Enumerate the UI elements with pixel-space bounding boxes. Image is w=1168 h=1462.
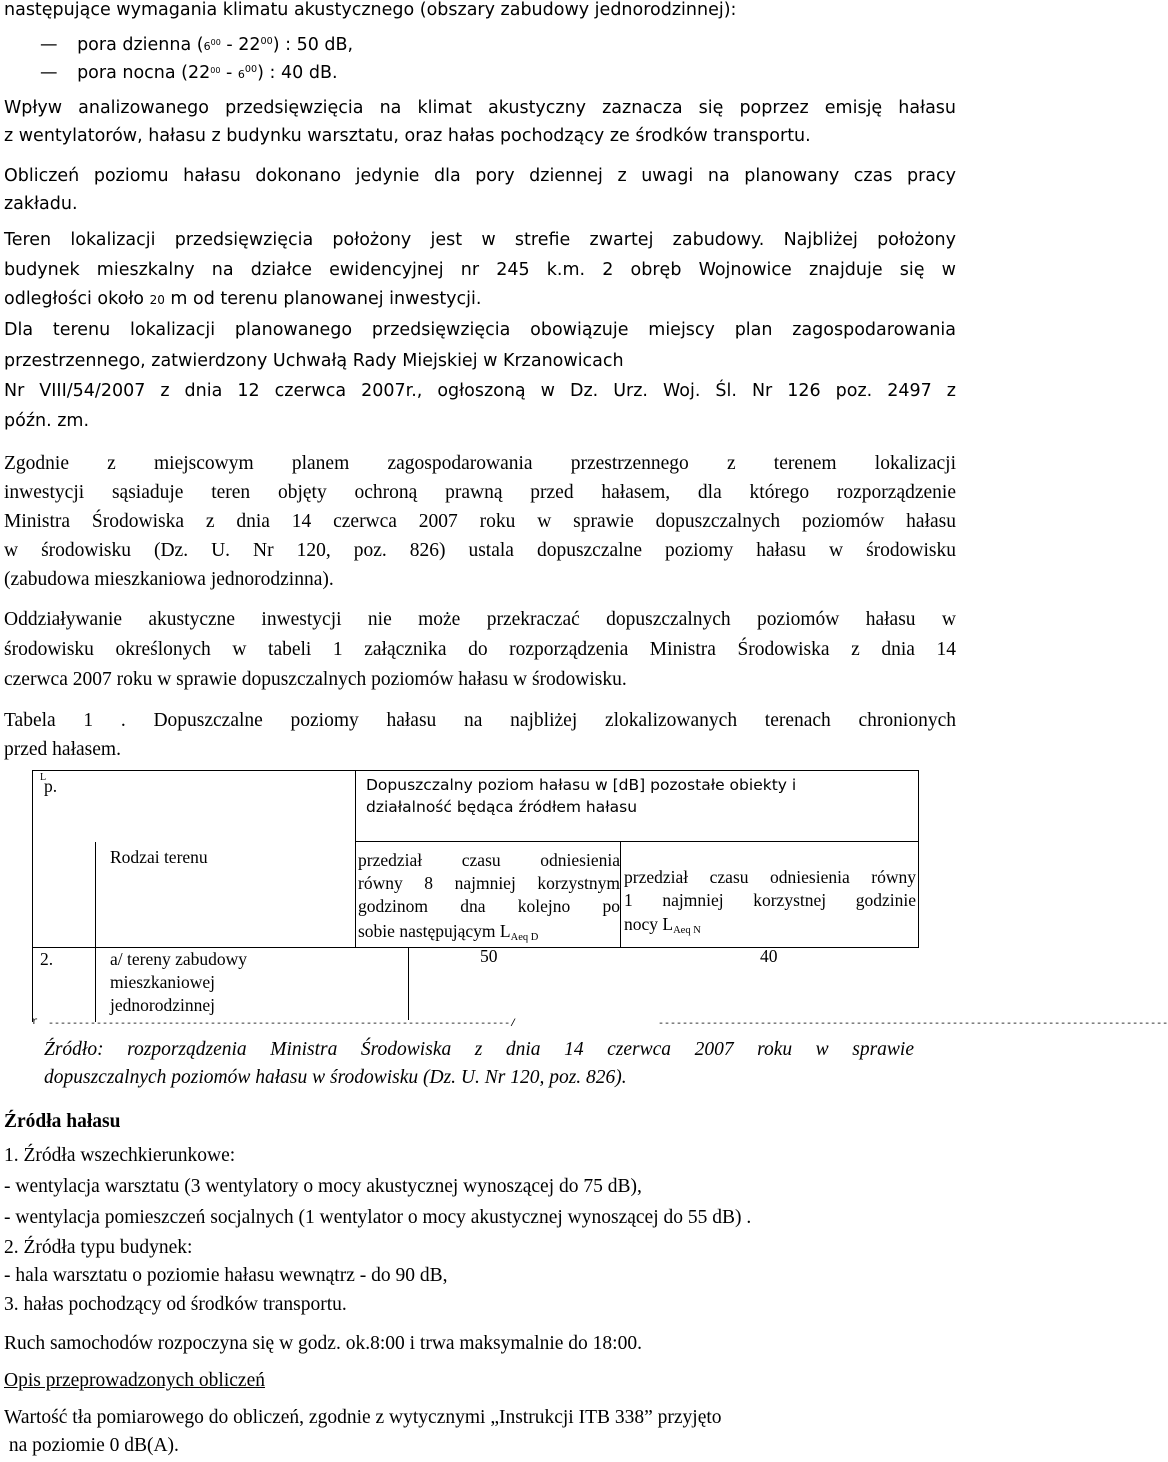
table-border xyxy=(32,770,33,1022)
day-header-sub: sobie następującym $L_{Aeq D}$ xyxy=(358,921,539,944)
day-requirement: — pora dzienna $(6^{00} - 22^{00})$ : 50 dB, xyxy=(40,35,354,55)
dash-mark: — xyxy=(40,35,58,55)
row-day-value: 50 xyxy=(480,946,498,966)
row-lp: 2. xyxy=(40,949,54,969)
paragraph-line: z wentylatorów, hałasu z budynku warsztatu, oraz hałas pochodzący ze środków transportu. xyxy=(4,126,811,146)
calc-heading: Opis przeprowadzonych obliczeń xyxy=(4,1370,265,1391)
list-item: - hala warsztatu o poziomie hałasu wewnątrz - do 90 dB, xyxy=(4,1265,448,1286)
paragraph-line: Ministra Środowiska z dnia 14 czerwca 2007 roku w sprawie dopuszczalnych poziomów hałasu xyxy=(4,511,956,532)
table-dashed-line: -----------------------------------------------------------------------------/ xyxy=(48,1019,517,1030)
table-border xyxy=(95,842,96,1022)
paragraph-line: Teren lokalizacji przedsięwzięcia położony jest w strefie zwartej zabudowy. Najbliżej położony xyxy=(4,230,956,250)
table-border xyxy=(355,770,356,948)
lp-mark: L xyxy=(40,772,47,783)
paragraph-line: Oddziaływanie akustyczne inwestycji nie może przekraczać dopuszczalnych poziomów hałasu w xyxy=(4,609,956,630)
night-requirement: — pora nocna $(22^{00} - 6^{00})$ : 40 dB. xyxy=(40,63,338,83)
row-night-value: 40 xyxy=(760,946,778,966)
table-border xyxy=(408,948,409,1020)
table-border xyxy=(355,841,919,842)
intro-line: następujące wymagania klimatu akustycznego (obszary zabudowy jednorodzinnej): xyxy=(4,0,737,20)
paragraph-line: przestrzennego, zatwierdzony Uchwałą Rady Miejskiej w Krzanowicach xyxy=(4,351,624,371)
row-type: a/ tereny zabudowy mieszkaniowej jednorodzinnej xyxy=(110,949,248,1015)
table-mark: r xyxy=(32,1017,39,1028)
paragraph-line: odległości około 20 m od terenu planowanej inwestycji. xyxy=(4,289,482,309)
list-item: - wentylacja warsztatu (3 wentylatory o mocy akustycznej wynoszącej do 75 dB), xyxy=(4,1176,642,1197)
table-border xyxy=(620,841,621,948)
list-item: - wentylacja pomieszczeń socjalnych (1 wentylator o mocy akustycznej wynoszącej do 55 dB) . xyxy=(4,1207,752,1228)
paragraph-line: inwestycji sąsiaduje teren objęty ochroną prawną przed hałasem, dla którego rozporządzenie xyxy=(4,482,956,503)
table-border xyxy=(918,770,919,948)
dash-mark: — xyxy=(40,63,58,83)
table-caption: Tabela 1 . Dopuszczalne poziomy hałasu na najbliżej zlokalizowanych terenach chronionych xyxy=(4,710,956,731)
paragraph-line: Ruch samochodów rozpoczyna się w godz. ok.8:00 i trwa maksymalnie do 18:00. xyxy=(4,1333,642,1354)
night-header-sub: nocy $L_{Aeq N}$ xyxy=(624,914,701,937)
paragraph-line: Zgodnie z miejscowym planem zagospodarowania przestrzennego z terenem lokalizacji xyxy=(4,453,956,474)
paragraph-line: późn. zm. xyxy=(4,411,90,431)
paragraph-line: na poziomie 0 dB(A). xyxy=(4,1435,179,1456)
table-border xyxy=(32,770,919,771)
paragraph-line: Obliczeń poziomu hałasu dokonano jedynie dla pory dziennej z uwagi na planowany czas pracy xyxy=(4,166,956,186)
paragraph-line: Dla terenu lokalizacji planowanego przedsięwzięcia obowiązuje miejscy plan zagospodarowania xyxy=(4,320,956,340)
paragraph-line: (zabudowa mieszkaniowa jednorodzinna). xyxy=(4,569,334,590)
paragraph-line: Wpływ analizowanego przedsięwzięcia na klimat akustyczny zaznacza się poprzez emisję hałasu xyxy=(4,98,956,118)
paragraph-line: środowisku określonych w tabeli 1 załącznika do rozporządzenia Ministra Środowiska z dnia 14 xyxy=(4,639,956,660)
paragraph-line: Nr VIII/54/2007 z dnia 12 czerwca 2007r., ogłoszoną w Dz. Urz. Woj. Śl. Nr 126 poz. 2497 z xyxy=(4,381,956,401)
source-note: Źródło: rozporządzenia Ministra Środowiska z dnia 14 czerwca 2007 roku w sprawie xyxy=(44,1039,914,1060)
list-item: 1. Źródła wszechkierunkowe: xyxy=(4,1145,236,1166)
paragraph-line: Wartość tła pomiarowego do obliczeń, zgodnie z wytycznymi „Instrukcji ITB 338” przyjęto xyxy=(4,1407,722,1428)
table-caption: przed hałasem. xyxy=(4,739,121,760)
rodzaj-header: Rodzai terenu xyxy=(110,847,208,867)
paragraph-line: budynek mieszkalny na działce ewidencyjnej nr 245 k.m. 2 obręb Wojnowice znajduje się w xyxy=(4,260,956,280)
night-header: przedział czasu odniesienia równy 1 najmniej korzystnej godzinie xyxy=(624,867,916,911)
paragraph-line: czerwca 2007 roku w sprawie dopuszczalnych poziomów hałasu w środowisku. xyxy=(4,669,627,690)
table-dashed-line: ------------------------------------------------------------------------------------- xyxy=(658,1019,1168,1030)
list-item: 3. hałas pochodzący od środków transportu. xyxy=(4,1294,347,1315)
header-right: Dopuszczalny poziom hałasu w [dB] pozostałe obiekty i działalność będąca źródłem hałasu xyxy=(366,776,797,816)
section-heading: Źródła hałasu xyxy=(4,1111,121,1132)
day-header: przedział czasu odniesienia równy 8 najmniej korzystnym godzinom dna kolejno po xyxy=(358,850,620,917)
list-item: 2. Źródła typu budynek: xyxy=(4,1237,193,1258)
paragraph-line: zakładu. xyxy=(4,194,78,214)
paragraph-line: w środowisku (Dz. U. Nr 120, poz. 826) ustala dopuszczalne poziomy hałasu w środowisku xyxy=(4,540,956,561)
lp-header: p. xyxy=(44,776,58,796)
source-note: dopuszczalnych poziomów hałasu w środowisku (Dz. U. Nr 120, poz. 826). xyxy=(44,1067,627,1088)
